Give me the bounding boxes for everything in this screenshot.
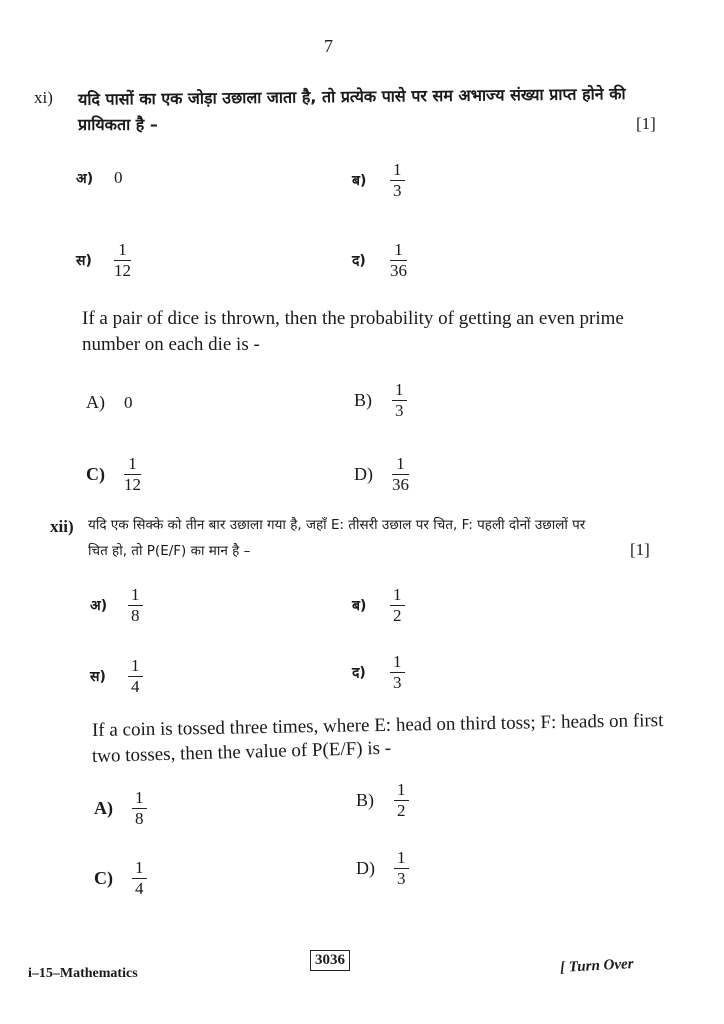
question-text-hindi-line1: यदि एक सिक्के को तीन बार उछाला गया है, जहाँ E: तीसरी उछाल पर चित, F: पहली दोनों उछालों पर xyxy=(88,517,586,533)
option-value: 0 xyxy=(124,392,133,412)
option-hindi-a xyxy=(76,168,123,188)
fraction: $\frac{1}{12}$ xyxy=(114,240,131,280)
option-label: D) xyxy=(356,858,375,878)
fraction: $\frac{1}{12}$ xyxy=(124,454,141,494)
paper-code-box: 3036 xyxy=(310,950,350,971)
option-hindi-d xyxy=(352,240,407,281)
question-text-english-line1: If a pair of dice is thrown, then the probability of getting an even prime xyxy=(82,308,624,329)
marks: [1] xyxy=(636,114,656,133)
fraction: $\frac{1}{3}$ xyxy=(394,848,409,889)
fraction: $\frac{1}{8}$ xyxy=(132,788,147,829)
option-label: द) xyxy=(352,253,366,269)
option-label: C) xyxy=(86,464,105,484)
option-label: अ) xyxy=(76,170,94,187)
option-english-d xyxy=(354,454,409,495)
option-label: स) xyxy=(90,669,106,685)
option-hindi-b xyxy=(352,585,405,626)
question-number: xii) xyxy=(50,517,74,536)
option-english-d xyxy=(356,848,409,889)
option-label: B) xyxy=(354,390,372,410)
option-label: द) xyxy=(352,665,366,681)
option-english-a xyxy=(94,788,147,829)
option-label: स) xyxy=(76,253,92,269)
marks: [1] xyxy=(630,540,650,559)
option-label: ब) xyxy=(352,598,367,614)
option-hindi-c xyxy=(76,240,131,281)
option-label: B) xyxy=(356,790,374,810)
option-label: D) xyxy=(354,464,373,484)
option-hindi-b xyxy=(352,160,405,201)
question-text-hindi-line1: यदि पासों का एक जोड़ा उछाला जाता है, तो प्रत्येक पासे पर सम अभाज्य संख्या प्राप्त होने की xyxy=(77,84,626,109)
option-label: A) xyxy=(94,798,113,818)
fraction: $\frac{1}{2}$ xyxy=(390,585,405,626)
fraction: $\frac{1}{3}$ xyxy=(390,160,405,201)
fraction: $\frac{1}{8}$ xyxy=(128,585,143,626)
option-hindi-c xyxy=(90,656,143,697)
option-hindi-d xyxy=(352,652,405,693)
fraction: $\frac{1}{3}$ xyxy=(392,380,407,421)
fraction: $\frac{1}{4}$ xyxy=(132,858,147,899)
question-text-english-line2: two tosses, then the value of P(E/F) is - xyxy=(91,737,392,767)
page-number: 7 xyxy=(324,36,333,56)
option-english-b xyxy=(356,780,409,821)
option-label: A) xyxy=(86,392,105,412)
option-label: ब) xyxy=(352,173,367,189)
fraction: $\frac{1}{3}$ xyxy=(390,652,405,693)
fraction: $\frac{1}{4}$ xyxy=(128,656,143,697)
fraction: $\frac{1}{36}$ xyxy=(390,240,407,280)
question-text-english-line2: number on each die is - xyxy=(82,334,260,355)
question-text-english-line1: If a coin is tossed three times, where E: head on third toss; F: heads on first xyxy=(91,710,664,741)
option-english-a xyxy=(86,392,133,413)
option-english-b xyxy=(354,380,407,421)
subject-code: i–15–Mathematics xyxy=(28,966,138,981)
question-text-hindi-line2: प्रायिकता है – xyxy=(78,115,158,134)
question-text-hindi-line2: चित हो, तो P(E/F) का मान है – xyxy=(88,543,251,559)
option-label: C) xyxy=(94,868,113,888)
turn-over-label: [ Turn Over xyxy=(559,956,634,976)
option-label: अ) xyxy=(90,598,108,614)
fraction: $\frac{1}{2}$ xyxy=(394,780,409,821)
option-english-c xyxy=(94,858,147,899)
option-hindi-a xyxy=(90,585,143,626)
option-value: 0 xyxy=(114,168,123,187)
fraction: $\frac{1}{36}$ xyxy=(392,454,409,494)
question-number: xi) xyxy=(34,88,53,107)
option-english-c xyxy=(86,454,141,495)
